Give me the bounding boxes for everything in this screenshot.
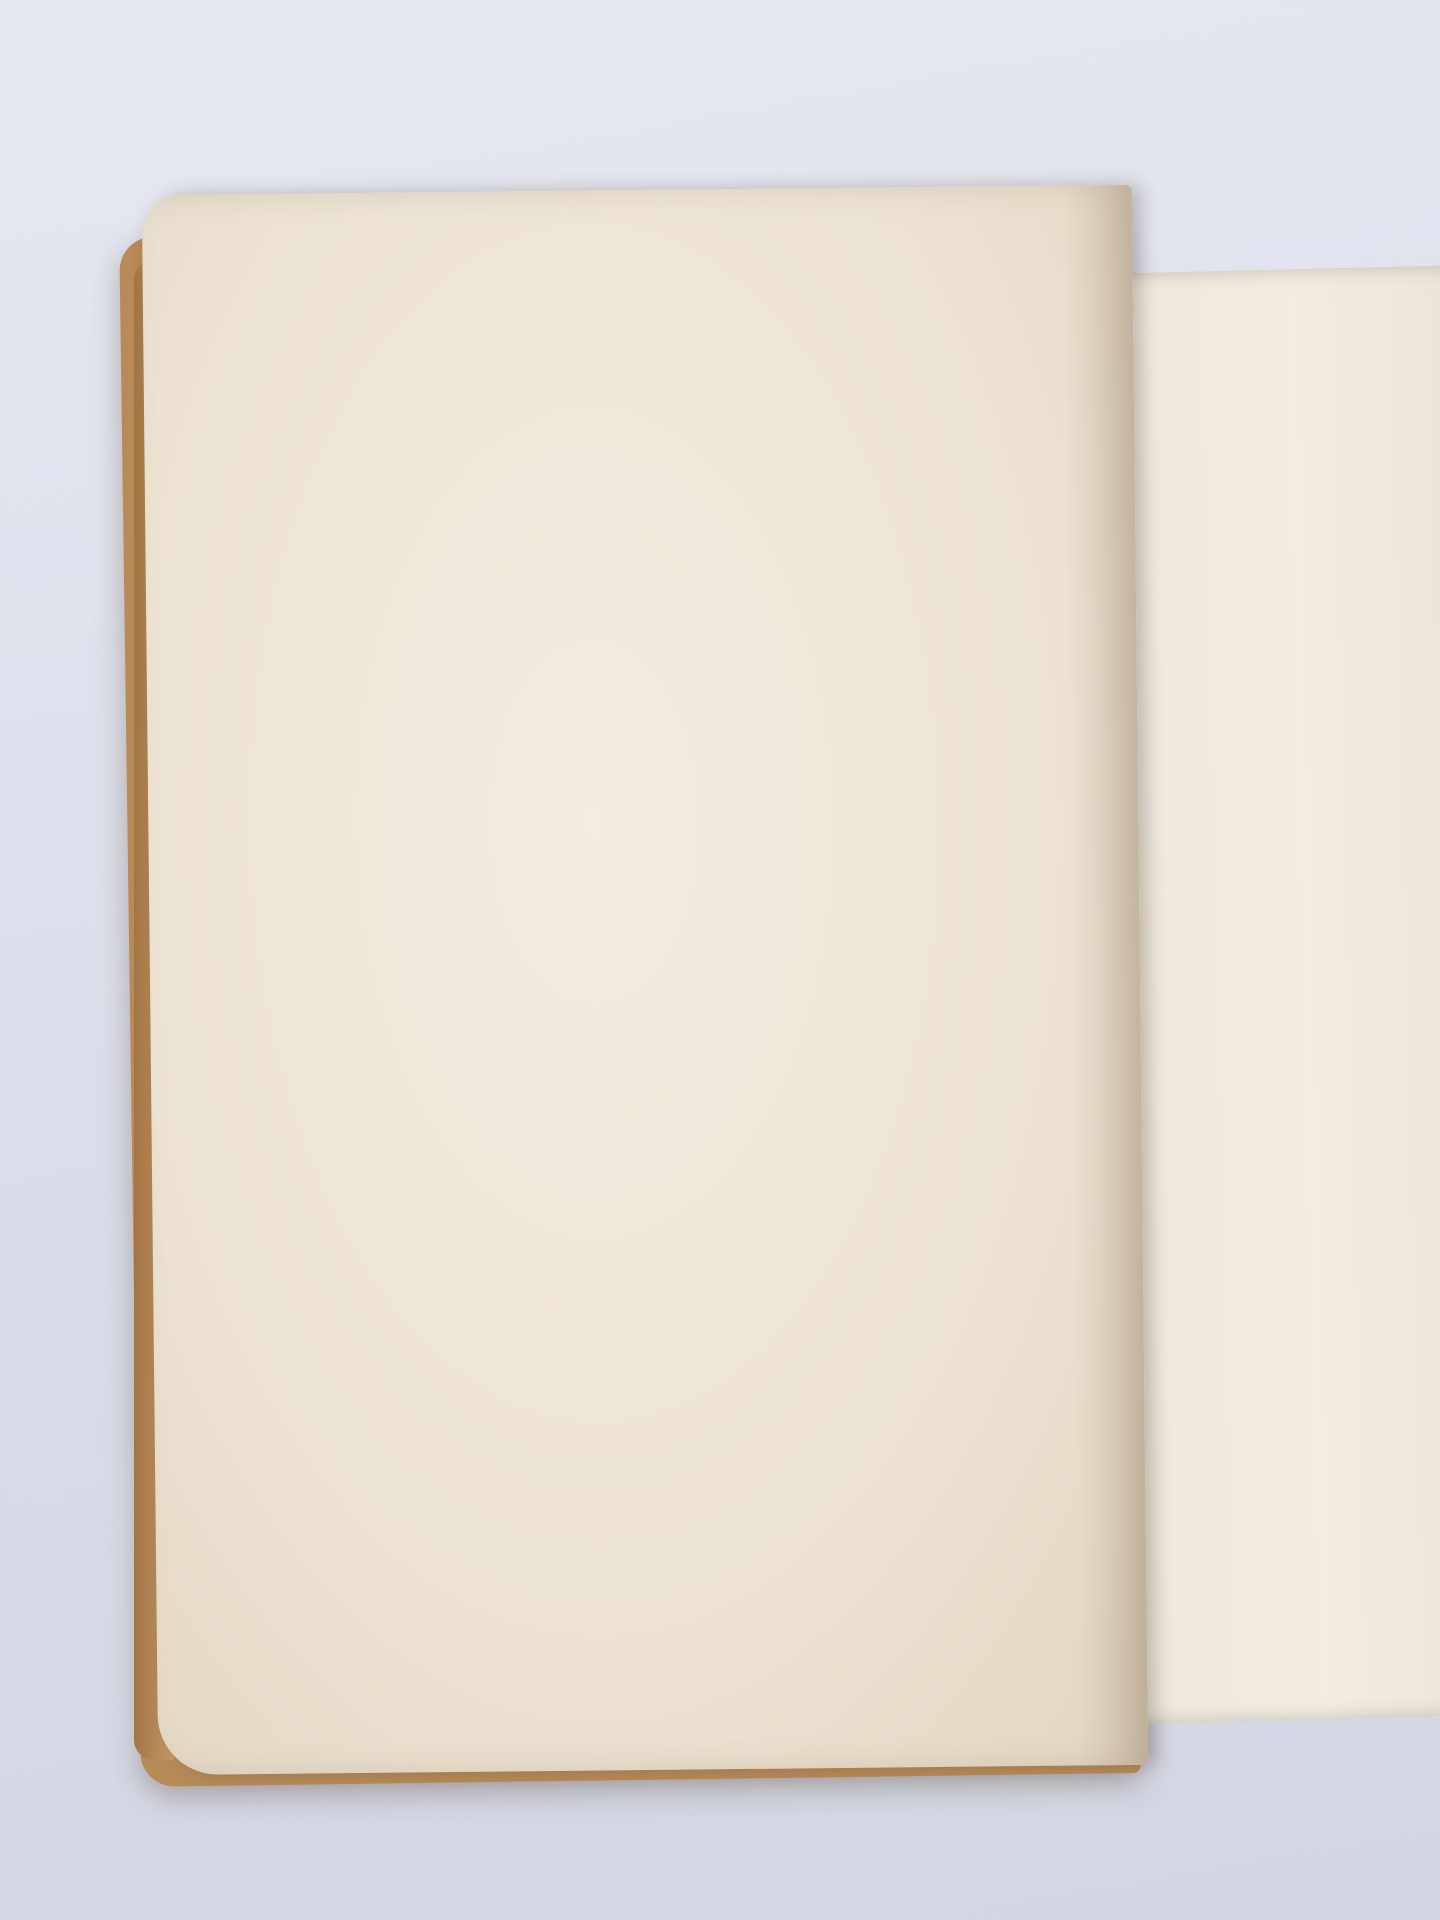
- left-page: [142, 185, 1148, 1775]
- toc-list-top: [142, 185, 1132, 195]
- toc-list: [142, 185, 1132, 195]
